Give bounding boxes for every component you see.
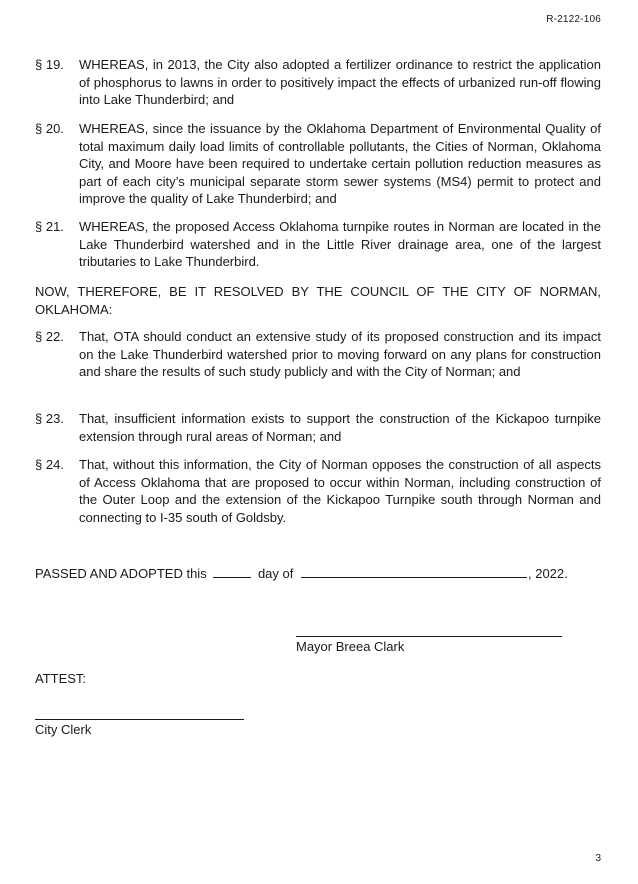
attest-label: ATTEST: — [35, 671, 87, 686]
adoption-year: , 2022. — [528, 566, 568, 581]
month-blank — [301, 565, 527, 578]
mayor-name: Mayor Breea Clark — [296, 639, 405, 654]
section-number: § 23. — [35, 411, 64, 426]
section-19 — [35, 56, 601, 109]
section-24 — [35, 456, 601, 526]
resolved-clause: NOW, THEREFORE, BE IT RESOLVED BY THE COUNCIL OF THE CITY OF NORMAN, OKLAHOMA: — [35, 284, 601, 317]
section-23 — [35, 410, 601, 445]
section-text: That, insufficient information exists to support the construction of the Kickapoo turnpike extension through rural areas of Norman; and — [79, 411, 601, 444]
section-number: § 22. — [35, 329, 64, 344]
page-number: 3 — [595, 853, 601, 864]
adoption-prefix: PASSED AND ADOPTED this — [35, 566, 207, 581]
clerk-signature-line — [35, 719, 244, 720]
section-number: § 20. — [35, 121, 64, 136]
section-text: WHEREAS, the proposed Access Oklahoma turnpike routes in Norman are located in the Lake Thunderbird watershed and in the Little River drainage area, one of the largest tributaries to Lake Thunderbird. — [79, 219, 601, 270]
adoption-statement — [35, 565, 568, 583]
section-text: WHEREAS, in 2013, the City also adopted a fertilizer ordinance to restrict the application of phosphorus to lawns in order to positively impact the effects of urbanized run-off flowing into Lake Thunderbird; and — [79, 57, 601, 108]
section-number: § 19. — [35, 57, 64, 72]
clerk-title: City Clerk — [35, 722, 92, 737]
section-text: That, without this information, the City of Norman opposes the construction of all aspects of Access Oklahoma that are proposed to occur within Norman, including construction of the Outer Loop and the extension of the Kickapoo Turnpike south through Norman and connecting to I-35 south of Goldsby. — [79, 457, 601, 525]
section-text: That, OTA should conduct an extensive study of its proposed construction and its impact on the Lake Thunderbird watershed prior to moving forward on any plans for construction and share the results of such study publicly and with the City of Norman; and — [79, 329, 601, 380]
document-id: R-2122-106 — [546, 14, 601, 25]
section-21 — [35, 218, 601, 271]
section-number: § 24. — [35, 457, 64, 472]
section-number: § 21. — [35, 219, 64, 234]
adoption-day-of: day of — [257, 566, 294, 581]
mayor-signature-line — [296, 636, 562, 637]
section-22 — [35, 328, 601, 381]
day-blank — [213, 565, 251, 578]
section-20 — [35, 120, 601, 208]
section-text: WHEREAS, since the issuance by the Oklahoma Department of Environmental Quality of total maximum daily load limits of controllable pollutants, the Cities of Norman, Oklahoma City, and Moore have been required to undertake certain pollution reduction measures as part of each city’s municipal separate storm sewer systems (MS4) permit to protect and improve the quality of Lake Thunderbird; and — [79, 121, 601, 207]
